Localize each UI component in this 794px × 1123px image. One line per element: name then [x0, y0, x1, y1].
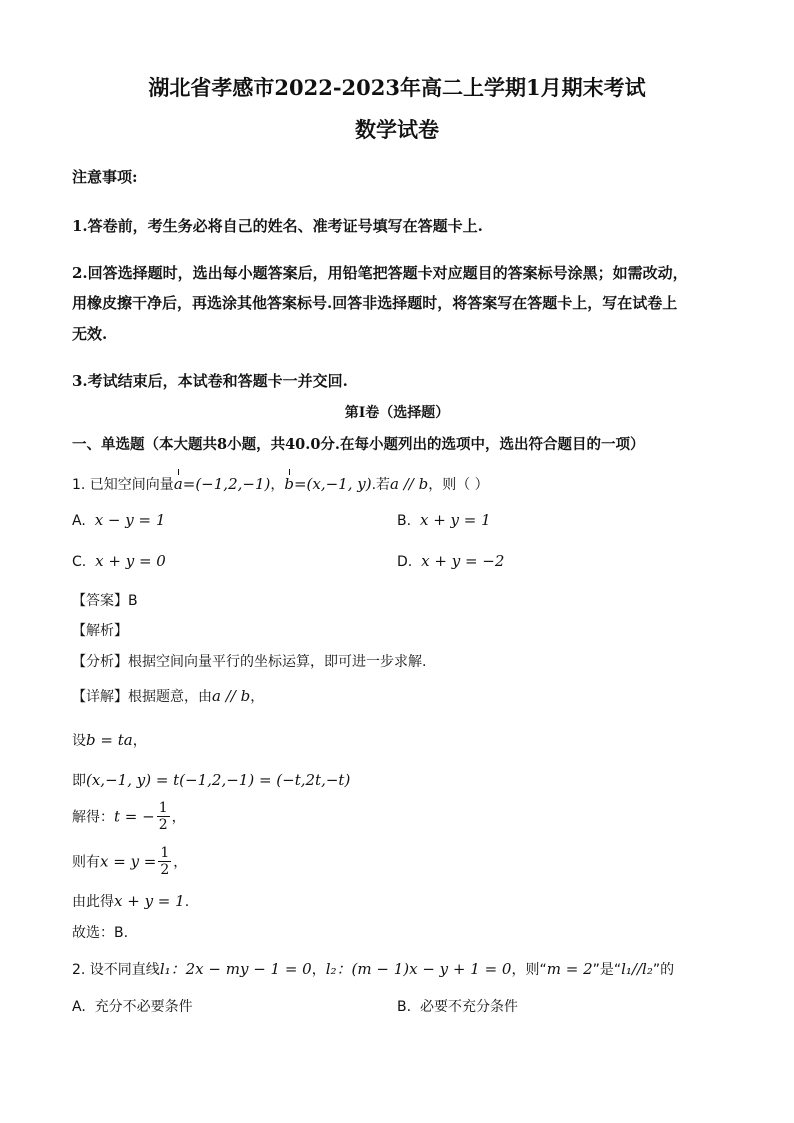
- step-text: 设: [72, 733, 86, 749]
- step-math: t = −: [114, 807, 155, 826]
- step-text: 由此得: [72, 894, 114, 910]
- step-math: b = ta: [86, 731, 133, 749]
- fraction-denominator: 2: [158, 817, 168, 833]
- q2-condition-m: m = 2: [546, 960, 593, 978]
- q2-option-a: [72, 996, 193, 1016]
- fraction-one-half: [158, 845, 171, 878]
- option-label: B.: [397, 999, 412, 1015]
- step-text: 即: [72, 773, 86, 789]
- detail-text: 【详解】根据题意，由: [72, 689, 212, 705]
- step-end: ，: [132, 733, 147, 749]
- vector-a: a: [173, 475, 183, 493]
- q1-sep: ，: [270, 477, 285, 493]
- option-text: x + y = −2: [421, 552, 505, 570]
- option-text: x − y = 1: [94, 511, 166, 529]
- q1-stem-end: ，则（ ）: [428, 477, 489, 493]
- step-text: 则有: [72, 854, 100, 871]
- q2-condition-parallel: l₁//l₂: [621, 960, 653, 978]
- fraction-numerator: 1: [158, 800, 168, 816]
- note-item-3: 3.考试结束后，本试卷和答题卡一并交回.: [72, 372, 348, 390]
- vector-b-coords: =(x,−1, y): [293, 475, 372, 493]
- step-end: ，: [173, 854, 188, 871]
- q2-stem-mid2: ”是“: [592, 962, 622, 978]
- q1-parallel-condition: a // b: [390, 475, 429, 493]
- line-l1-equation: l₁：2x − my − 1 = 0: [159, 960, 312, 978]
- option-text: 必要不充分条件: [419, 999, 518, 1015]
- note-item-2-line-2: 用橡皮擦干净后，再选涂其他答案标号.回答非选择题时，将答案写在答题卡上，写在试卷上: [72, 294, 678, 312]
- exam-title: 湖北省孝感市2022-2023年高二上学期1月期末考试: [148, 75, 646, 100]
- note-item-2-line-3: 无效.: [72, 325, 108, 343]
- exam-subtitle: 数学试卷: [355, 117, 439, 142]
- q1-step-2: [72, 770, 350, 790]
- step-math: (x,−1, y) = t(−1,2,−1) = (−t,2t,−t): [86, 771, 351, 789]
- question-1-stem: [72, 474, 489, 494]
- note-item-2-line-1: 2.回答选择题时，选出每小题答案后，用铅笔把答题卡对应题目的答案标号涂黑；如需改动，: [72, 264, 688, 282]
- detail-condition: a // b: [212, 687, 251, 705]
- q1-stem-start: 1. 已知空间向量: [72, 477, 174, 493]
- fraction-denominator: 2: [160, 862, 170, 878]
- q1-analysis-tag: 【解析】: [72, 623, 128, 639]
- step-end: ，: [171, 809, 186, 826]
- part-title: 第Ⅰ卷（选择题）: [344, 405, 450, 421]
- q1-step-4: [72, 845, 187, 878]
- q1-step-3: [72, 800, 186, 833]
- option-label: A.: [72, 513, 86, 529]
- line-l2-equation: l₂：(m − 1)x − y + 1 = 0: [325, 960, 512, 978]
- q1-option-a: [72, 511, 165, 529]
- detail-end: ，: [250, 689, 265, 705]
- note-item-1: 1.答卷前，考生务必将自己的姓名、准考证号填写在答题卡上.: [72, 217, 483, 235]
- q1-cond-pre: .若: [371, 477, 391, 493]
- q1-option-d: [397, 552, 504, 570]
- q1-conclusion: 故选：B.: [72, 925, 129, 941]
- option-text: 充分不必要条件: [94, 999, 193, 1015]
- q1-option-b: [397, 511, 491, 529]
- q1-step-1: [72, 730, 147, 750]
- step-math: x = y =: [100, 852, 157, 871]
- vector-b: b: [284, 475, 294, 493]
- q2-option-b: [397, 996, 518, 1016]
- option-text: x + y = 1: [419, 511, 491, 529]
- q1-option-c: [72, 552, 166, 570]
- question-2-stem: [72, 958, 674, 979]
- step-text: 解得：: [72, 809, 114, 826]
- option-text: x + y = 0: [95, 552, 166, 570]
- step-end: .: [184, 894, 190, 910]
- section-heading: 一、单选题（本大题共8小题，共40.0分.在每小题列出的选项中，选出符合题目的一项）: [72, 436, 645, 453]
- option-label: C.: [72, 554, 87, 570]
- option-label: A.: [72, 999, 86, 1015]
- q1-step-5: [72, 891, 189, 911]
- q2-sep: ，: [311, 962, 326, 978]
- q1-fenxi: 【分析】根据空间向量平行的坐标运算，即可进一步求解.: [72, 654, 427, 670]
- q2-stem-mid: ，则“: [511, 962, 547, 978]
- vector-a-coords: =(−1,2,−1): [182, 475, 271, 493]
- notes-heading: 注意事项:: [72, 168, 138, 186]
- q2-stem-end: ”的: [652, 962, 675, 978]
- fraction-one-half: [157, 800, 170, 833]
- q1-answer: 【答案】B: [72, 593, 138, 609]
- fraction-numerator: 1: [160, 845, 170, 861]
- option-label: B.: [397, 513, 412, 529]
- q1-detail: [72, 686, 264, 706]
- step-math: x + y = 1: [114, 892, 185, 910]
- q2-stem-start: 2. 设不同直线: [72, 962, 160, 978]
- option-label: D.: [397, 554, 413, 570]
